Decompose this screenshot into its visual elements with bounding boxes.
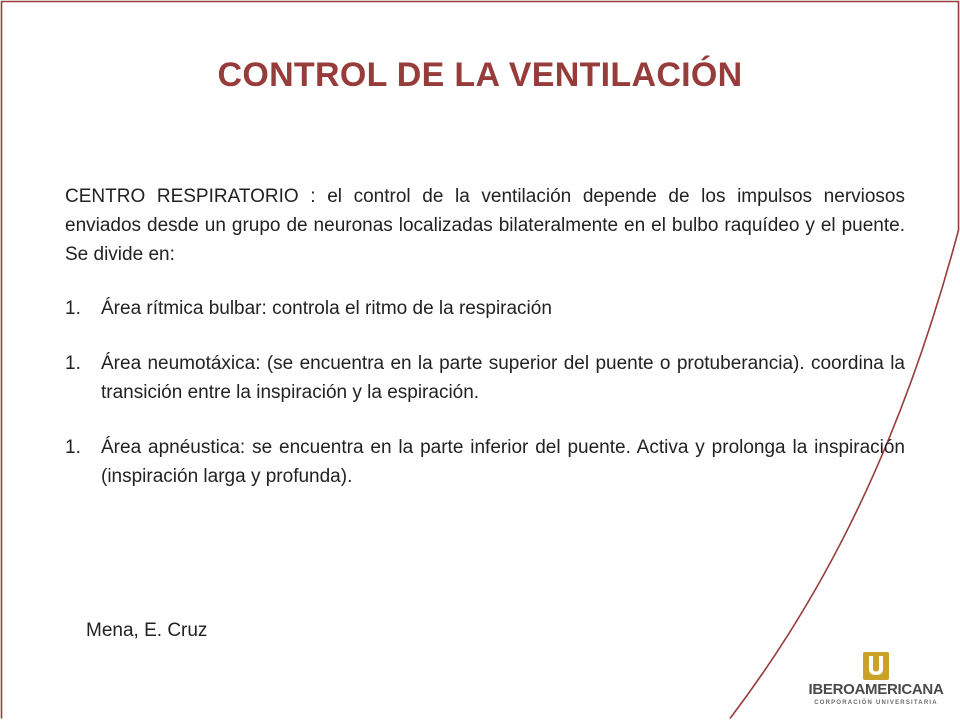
list-item — [65, 349, 905, 407]
logo-name: IBEROAMERICANA — [808, 681, 944, 698]
list-number: 1. — [65, 298, 81, 319]
slide-title: CONTROL DE LA VENTILACIÓN — [217, 56, 743, 94]
logo-emblem-icon — [863, 652, 889, 680]
intro-paragraph: CENTRO RESPIRATORIO : el control de la ventilación depende de los impulsos nerviosos enviados desde un grupo de neuronas localizadas bilateralmente en el bulbo raquídeo y el puente. Se divide en: — [65, 186, 905, 265]
list-number: 1. — [65, 437, 81, 458]
list-item — [65, 433, 905, 491]
university-logo — [806, 652, 946, 714]
list-number: 1. — [65, 353, 81, 374]
logo-subtitle: CORPORACIÓN UNIVERSITARIA — [814, 700, 938, 706]
list-item — [65, 294, 905, 323]
slide-body — [65, 182, 905, 517]
list-text: Área rítmica bulbar: controla el ritmo de la respiración — [101, 298, 552, 319]
list-text: Área neumotáxica: (se encuentra en la parte superior del puente o protuberancia). coordina la transición entre la inspiración y la espiración. — [101, 353, 905, 403]
list-text: Área apnéustica: se encuentra en la parte inferior del puente. Activa y prolonga la inspiración (inspiración larga y profunda). — [101, 437, 905, 487]
citation: Mena, E. Cruz — [86, 620, 208, 641]
